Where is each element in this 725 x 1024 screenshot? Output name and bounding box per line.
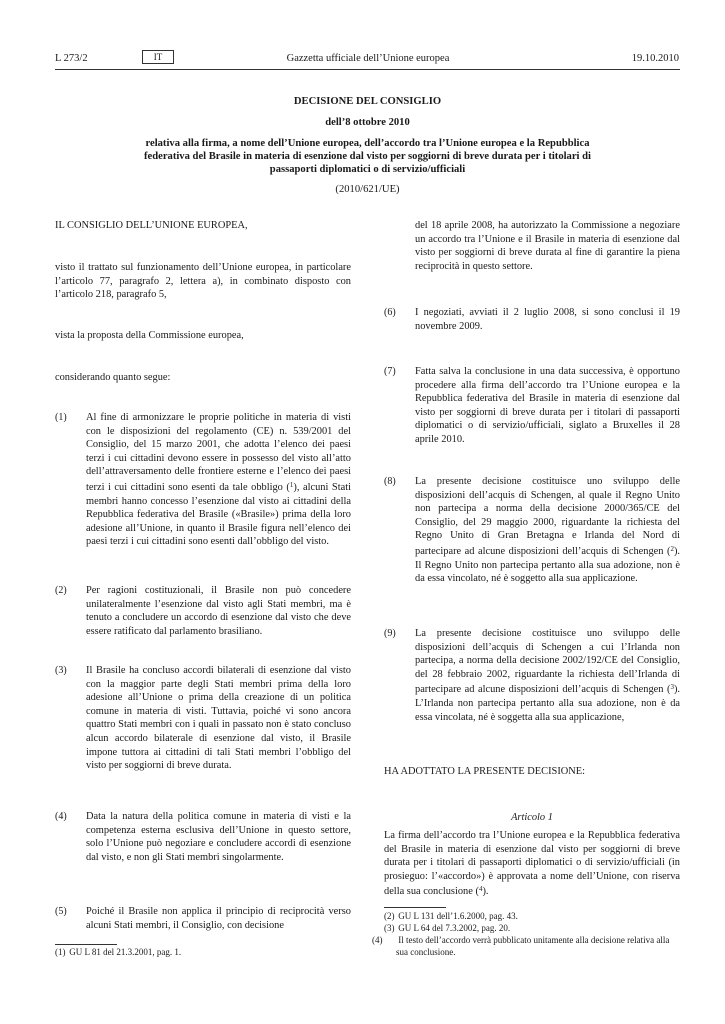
recital-1 xyxy=(55,411,351,549)
recital-6 xyxy=(384,306,680,333)
footnote-mark: (2) xyxy=(384,911,395,921)
decision-title: DECISIONE DEL CONSIGLIO xyxy=(293,96,442,107)
recital-text: Il Brasile ha concluso accordi bilaterali di esenzione dal visto con la maggior parte degli Stati membri prima della loro adesione all’Unione o prima della creazione di un politica comune in materia di visti. Tuttavia, poiché vi sono ancora quattro Stati membri con i quali in passato non è stato concluso alcun accordo bilaterale di esenzione dal visto, il Brasile impone tuttora ai cittadini di tali Stati membri l’obbligo del visto per soggiorni di breve durata. xyxy=(86,665,351,772)
recital-text: Fatta salva la conclusione in una data successiva, è opportuno procedere alla firma dell’accordo tra l’Unione europea e la Repubblica federativa del Brasile in materia di esenzione dal visto per soggiorni di breve durata per i titolari di passaporti diplomatici o di servizio/ufficiali, siglato a Bruxelles il 28 aprile 2010. xyxy=(415,366,680,445)
footnote-text: GU L 81 del 21.3.2001, pag. 1. xyxy=(69,947,182,957)
footnote-2 xyxy=(384,911,680,923)
recital-text: del 18 aprile 2008, ha autorizzato la Commissione a negoziare un accordo tra l’Unione e il Brasile in materia di esenzione dal visto per soggiorni di breve durata al fine di garantire la piena reciprocità in questo settore. xyxy=(415,220,680,272)
article-1-heading: Articolo 1 xyxy=(511,812,553,823)
recital-9 xyxy=(384,627,680,724)
language-code-box: IT xyxy=(142,50,174,64)
footnote-ref: 4 xyxy=(478,885,483,894)
recital-3 xyxy=(55,664,351,773)
recital-text: ). L’Irlanda non partecipa pertanto alla sua adozione, non è da essa vincolata, né è soggetta alla sua applicazione, xyxy=(415,684,680,723)
footnote-mark: (4) xyxy=(372,935,383,945)
recital-number: (8) xyxy=(384,476,396,487)
footnote-text: GU L 131 dell’1.6.2000, pag. 43. xyxy=(398,911,518,921)
recital-8 xyxy=(384,475,680,586)
council-heading: IL CONSIGLIO DELL’UNIONE EUROPEA, xyxy=(55,220,248,231)
footnote-ref: 1 xyxy=(289,480,294,489)
recital-text: La presente decisione costituisce uno sviluppo delle disposizioni dell’acquis di Schengen, al quale il Regno Unito non partecipa a norma della decisione 2000/365/CE del Consiglio, del 29 maggio 2000, riguardante la richiesta del Regno Unito di Gran Bretagna e Irlanda del Nord di partecipare ad alcune disposizioni dell’acquis di Schengen ( xyxy=(415,476,680,557)
citation-treaty: visto il trattato sul funzionamento dell’Unione europea, in particolare l’articolo 77, paragrafo 2, lettera a), in combinato disposto con l’articolo 218, paragrafo 5, xyxy=(55,262,351,301)
recital-2 xyxy=(55,584,351,638)
recital-text: I negoziati, avviati il 2 luglio 2008, si sono conclusi il 19 novembre 2009. xyxy=(415,307,680,332)
article-text: La firma dell’accordo tra l’Unione europea e la Repubblica federativa del Brasile in materia di esenzione dal visto per soggiorni di breve durata per i titolari di passaporti diplomatici o di servizio/ufficiali (in prosieguo: l’«accordo») è approvata a nome dell’Unione, con riserva della sua conclusione ( xyxy=(384,830,680,898)
decision-code: (2010/621/UE) xyxy=(335,184,400,195)
recital-text: Per ragioni costituzionali, il Brasile non può concedere unilateralmente l’esenzione dal visto agli Stati membri, ma è tenuto a concludere un accordo di esenzione dal visto che deve essere ratificato dal parlamento brasiliano. xyxy=(86,585,351,637)
whereas-intro: considerando quanto segue: xyxy=(55,372,171,383)
recital-number: (4) xyxy=(55,811,67,822)
recital-number: (3) xyxy=(55,665,67,676)
recital-number: (9) xyxy=(384,628,396,639)
recital-text: Poiché il Brasile non applica il principio di reciprocità verso alcuni Stati membri, il Consiglio, con decisione xyxy=(86,906,351,931)
decision-subject-line-3: passaporti diplomatici o di servizio/ufficiali xyxy=(269,164,466,175)
recital-number: (7) xyxy=(384,366,396,377)
recital-4 xyxy=(55,810,351,864)
footnote-rule xyxy=(55,944,117,945)
footnote-text: Il testo dell’accordo verrà pubblicato unitamente alla decisione relativa alla sua conclusione. xyxy=(396,935,670,957)
decision-subject-line-1: relativa alla firma, a nome dell’Unione europea, dell’accordo tra l’Unione europea e la Repubblica xyxy=(145,138,590,149)
recital-text: Data la natura della politica comune in materia di visti e la competenza esterna esclusiva dell’Unione in questo settore, solo l’Unione può negoziare e concludere accordi di esenzione dal visto, e non gli Stati membri singolarmente. xyxy=(86,811,351,863)
citation-proposal: vista la proposta della Commissione europea, xyxy=(55,330,244,341)
footnote-mark: (1) xyxy=(55,947,66,957)
recital-7 xyxy=(384,365,680,447)
journal-name: Gazzetta ufficiale dell’Unione europea xyxy=(286,53,450,64)
footnote-ref: 2 xyxy=(670,544,674,553)
footnote-3 xyxy=(384,923,680,935)
article-1-text xyxy=(384,829,680,899)
footnote-4 xyxy=(372,935,682,958)
header-rule xyxy=(55,69,680,70)
recital-5-continued xyxy=(384,219,680,273)
recital-number: (2) xyxy=(55,585,67,596)
article-text: ). xyxy=(482,886,489,898)
decision-subject-line-2: federativa del Brasile in materia di esenzione dal visto per soggiorni di breve durata per i titolari di xyxy=(144,151,591,162)
decision-date: dell’8 ottobre 2010 xyxy=(325,117,410,128)
recital-number: (6) xyxy=(384,307,396,318)
footnote-1 xyxy=(55,947,351,959)
recital-number: (1) xyxy=(55,412,67,423)
footnote-ref: 3 xyxy=(670,683,674,692)
recital-5 xyxy=(55,905,351,932)
footnote-rule xyxy=(384,907,446,908)
footnote-text: GU L 64 del 7.3.2002, pag. 20. xyxy=(398,923,511,933)
adopted-heading: HA ADOTTATO LA PRESENTE DECISIONE: xyxy=(384,766,586,777)
recital-text: Al fine di armonizzare le proprie politiche in materia di visti con le disposizioni del regolamento (CE) n. 539/2001 del Consiglio, del 15 marzo 2001, che adotta l’elenco dei paesi terzi i cui cittadini devono essere in possesso del visto all’atto dell’attraversamento delle frontiere esterne e l’elenco dei paesi terzi i cui cittadini sono esenti da tale obbligo ( xyxy=(86,412,351,493)
recital-text: La presente decisione costituisce uno sviluppo delle disposizioni dell’acquis di Schengen a cui l’Irlanda non partecipa, a norma della decisione 2002/192/CE del Consiglio, del 28 febbraio 2002, riguardante la richiesta dell’Irlanda di partecipare ad alcune disposizioni dell’acquis di Schengen ( xyxy=(415,628,680,696)
recital-text: ), alcuni Stati membri hanno concesso l’esenzione dal visto ai cittadini della Repubblica federativa del Brasile («Brasile») prima della loro adesione all’Unione, in quanto il Brasile figura nell’elenco dei paesi terzi i cui cittadini sono esenti dall’obbligo del visto. xyxy=(86,481,351,548)
footnote-mark: (3) xyxy=(384,923,395,933)
recital-text: ). Il Regno Unito non partecipa pertanto alla sua adozione, non è da essa vincolato, né è soggetto alla sua applicazione. xyxy=(415,545,680,585)
publication-date: 19.10.2010 xyxy=(631,53,679,64)
recital-number: (5) xyxy=(55,906,67,917)
page-reference: L 273/2 xyxy=(55,53,88,64)
